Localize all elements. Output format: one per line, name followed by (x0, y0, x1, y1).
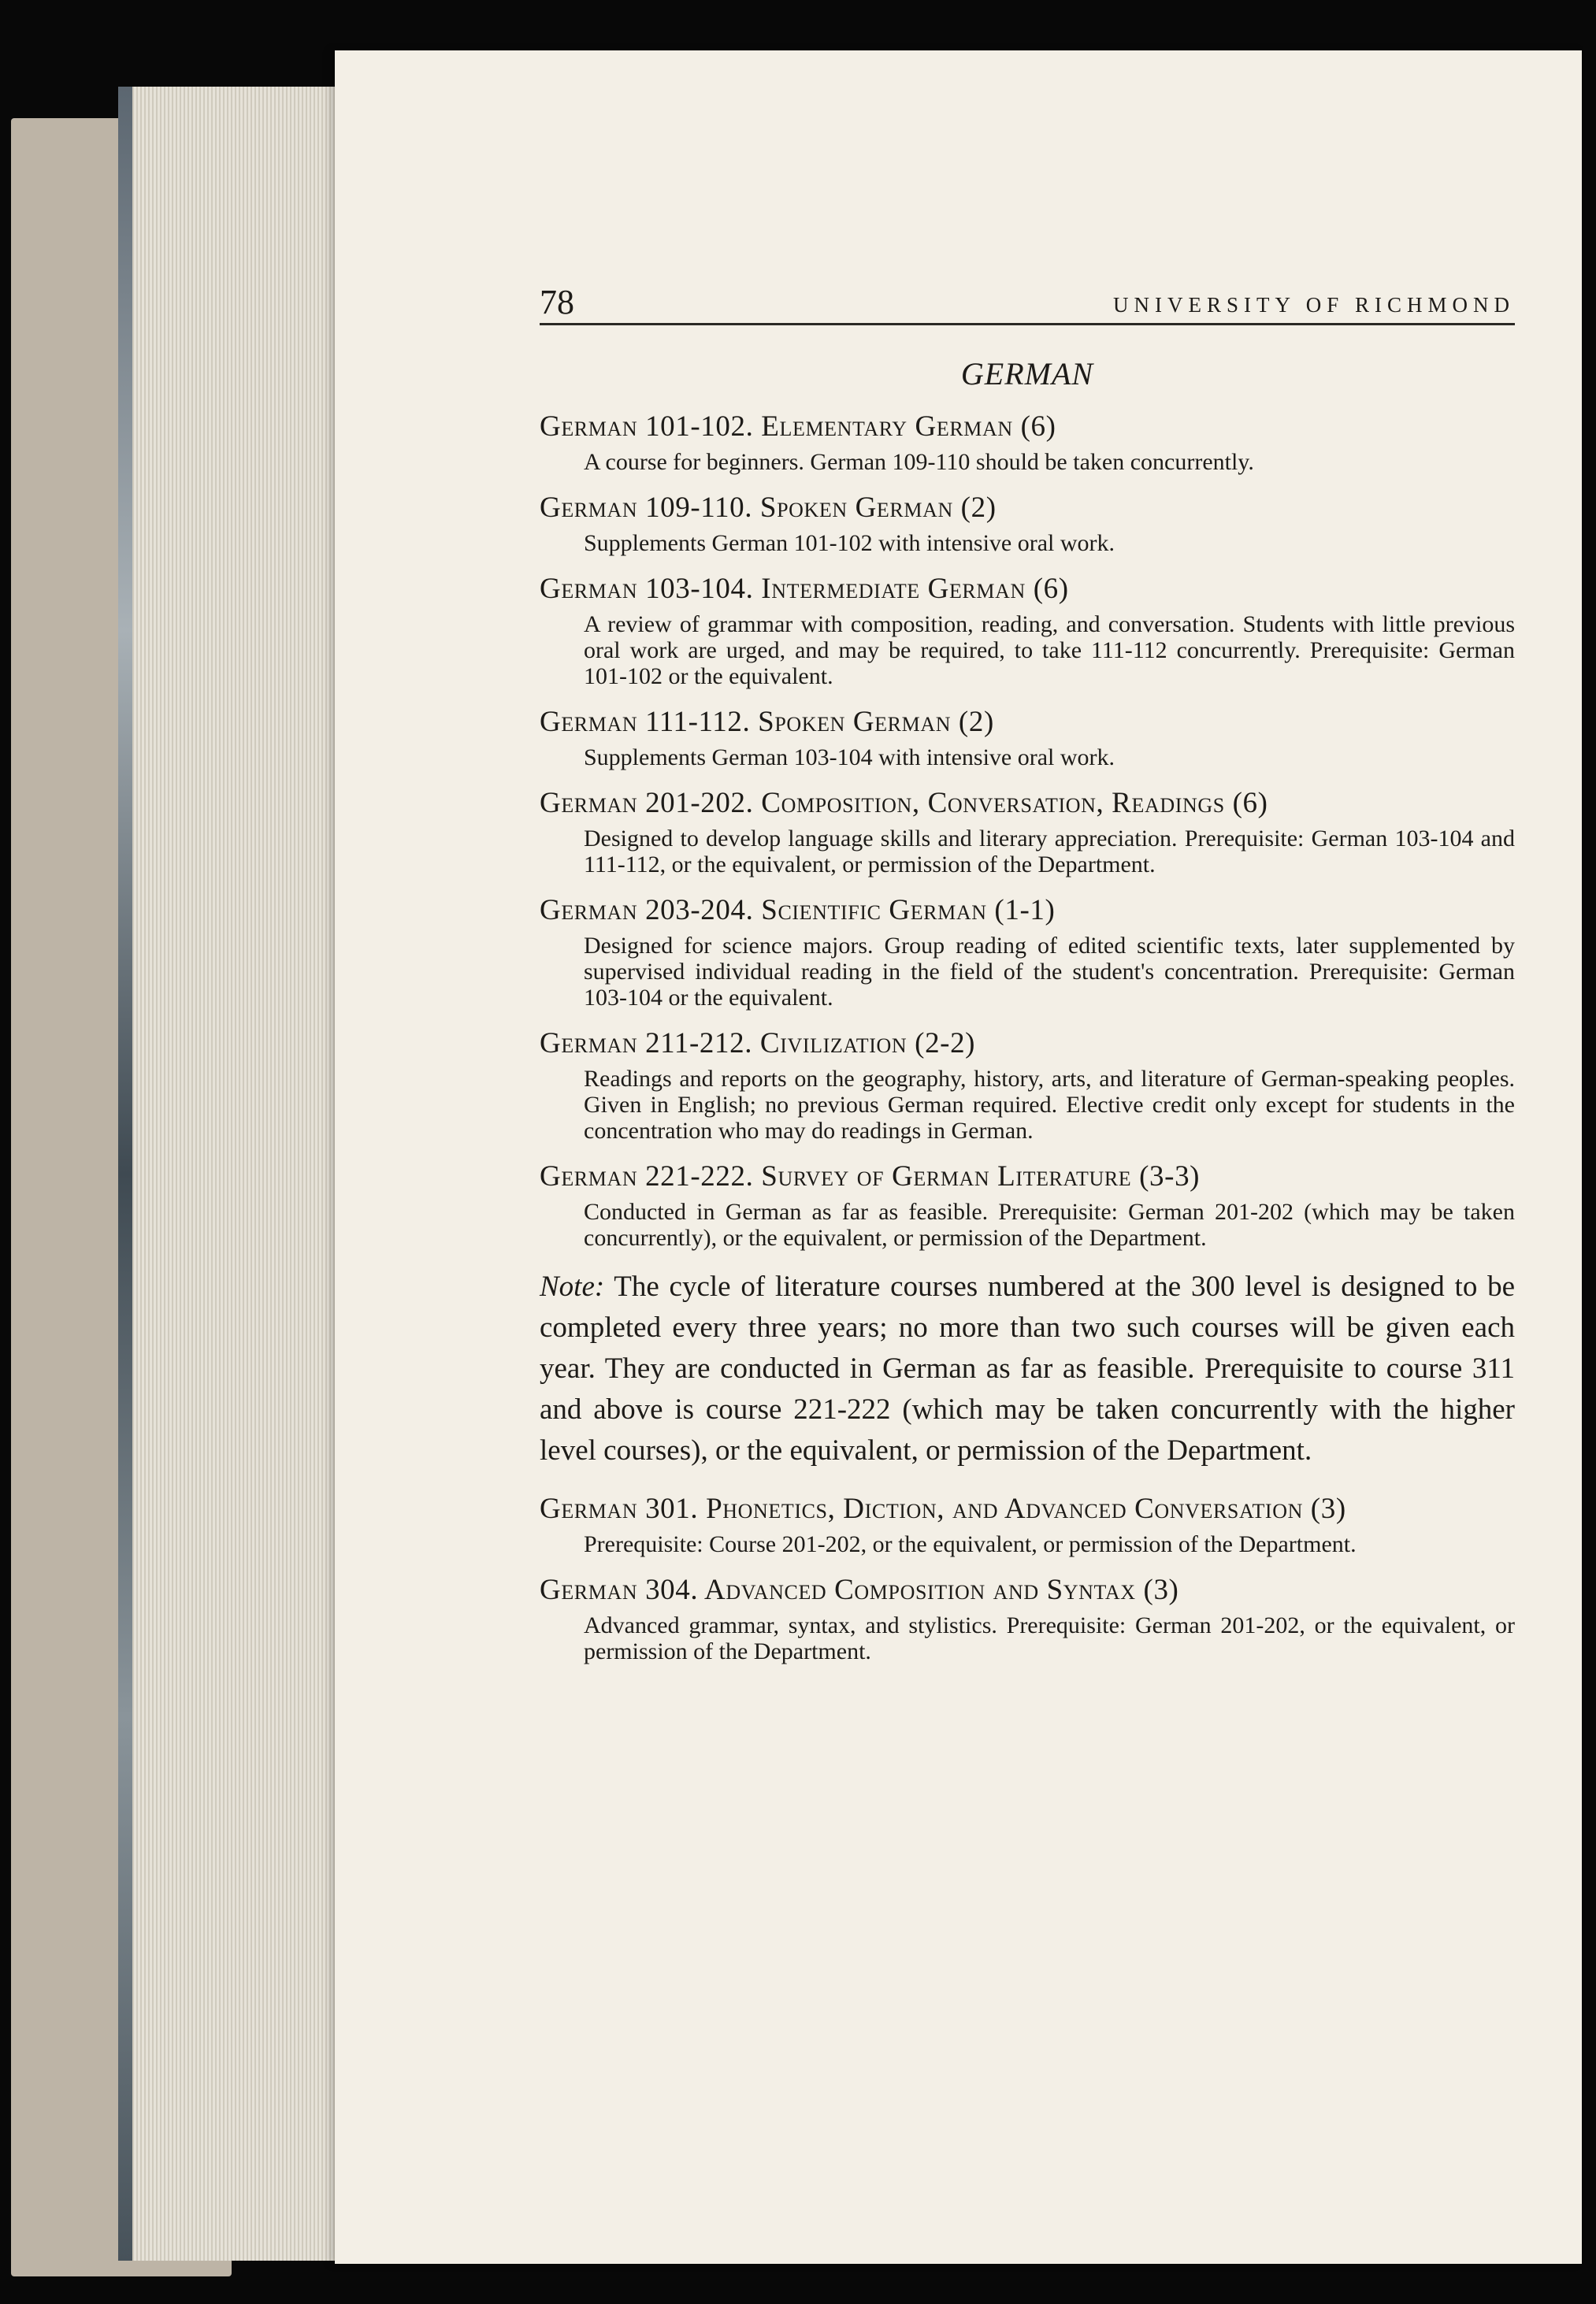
course-entry (540, 705, 1515, 770)
course-entry (540, 893, 1515, 1011)
note-label: Note: (540, 1271, 605, 1303)
section-title: GERMAN (960, 356, 1094, 391)
course-description: Conducted in German as far as feasible. Prerequisite: German 201-202 (which may be taken concurrently), or the equivalent, or permission of the Department. (584, 1199, 1515, 1251)
course-entry (540, 572, 1515, 689)
course-entry (540, 1573, 1515, 1664)
course-entry (540, 1492, 1515, 1557)
page-content (540, 279, 1515, 1680)
course-heading: German 111-112. Spoken German (2) (540, 706, 994, 738)
course-description: Supplements German 103-104 with intensive oral work. (584, 744, 1115, 770)
book-spine (118, 87, 132, 2261)
course-entry (540, 786, 1515, 877)
course-entry (540, 1026, 1515, 1144)
course-heading: German 201-202. Composition, Conversation, Readings (6) (540, 787, 1268, 819)
course-heading: German 203-204. Scientific German (1-1) (540, 894, 1056, 926)
course-description: A review of grammar with composition, reading, and conversation. Students with little previous oral work are urged, and may be required, to take 111-112 concurrently. Prerequisite: German 101-102 or the equivalent. (584, 611, 1515, 689)
running-header (540, 279, 1515, 325)
course-entry (540, 1159, 1515, 1251)
course-heading: German 301. Phonetics, Diction, and Advanced Conversation (3) (540, 1493, 1346, 1525)
course-heading: German 221-222. Survey of German Literature (3-3) (540, 1160, 1201, 1193)
course-description: Designed for science majors. Group reading of edited scientific texts, later supplemented by supervised individual reading in the field of the student's concentration. Prerequisite: German 103-104 or the equivalent. (584, 933, 1515, 1011)
course-heading: German 103-104. Intermediate German (6) (540, 573, 1069, 605)
course-heading: German 109-110. Spoken German (2) (540, 492, 997, 524)
course-entry (540, 410, 1515, 475)
course-heading: German 211-212. Civilization (2-2) (540, 1027, 976, 1059)
page-edges (118, 87, 354, 2261)
page-number: 78 (540, 283, 574, 321)
course-description: Supplements German 101-102 with intensive oral work. (584, 530, 1115, 556)
book-page (335, 50, 1582, 2264)
course-description: Designed to develop language skills and literary appreciation. Prerequisite: German 103-104 and 111-112, or the equivalent, or permission of the Department. (584, 826, 1515, 877)
note-text: The cycle of literature courses numbered at the 300 level is designed to be completed every three years; no more than two such courses will be given each year. They are conducted in German as far as feasible. Prerequisite to course 311 and above is course 221-222 (which may be taken concurrently with the higher level courses), or the equivalent, or permission of the Department. (540, 1271, 1515, 1467)
course-description: Readings and reports on the geography, history, arts, and literature of German-speaking peoples. Given in English; no previous German required. Elective credit only except for students in the concentration who may do readings in German. (584, 1066, 1515, 1144)
course-description: A course for beginners. German 109-110 should be taken concurrently. (584, 449, 1254, 475)
course-heading: German 101-102. Elementary German (6) (540, 410, 1056, 443)
course-description: Advanced grammar, syntax, and stylistics. Prerequisite: German 201-202, or the equivalent, or permission of the Department. (584, 1612, 1515, 1664)
course-entry (540, 491, 1515, 556)
running-title: UNIVERSITY OF RICHMOND (1112, 293, 1515, 317)
course-description: Prerequisite: Course 201-202, or the equivalent, or permission of the Department. (584, 1531, 1357, 1557)
course-heading: German 304. Advanced Composition and Syntax (3) (540, 1574, 1179, 1606)
note-paragraph (540, 1267, 1515, 1471)
